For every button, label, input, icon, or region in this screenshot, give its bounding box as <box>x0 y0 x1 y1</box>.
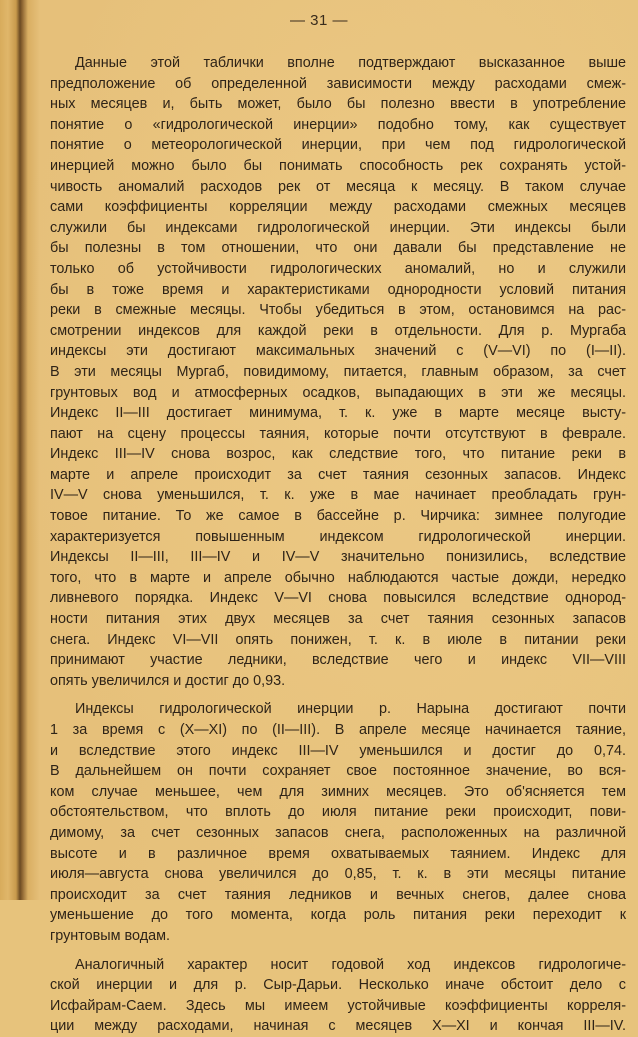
text-line: того, что в марте и апреле обычно наблюдаются частые дожди, нередко <box>50 569 626 586</box>
text-line: высоте и в различное время охватываемых таянием. Индекс для <box>50 845 626 862</box>
paragraph-gap <box>50 947 626 955</box>
text-line: опять увеличился и достиг до 0,93. <box>50 672 286 689</box>
text-line: и вследствие этого индекс III—IV уменьшился и достиг до 0,74. <box>50 742 626 759</box>
text-line: В дальнейшем он почти сохраняет свое постоянное значение, во вся- <box>50 763 626 780</box>
text-line: Индекс II—III достигает минимума, т. к. уже в марте месяце высту- <box>50 405 626 422</box>
text-line: только об устойчивости гидрологических аномалий, но и служили <box>50 260 626 277</box>
paragraph-2 <box>50 699 626 946</box>
text-line: ком случае меньшее, чем для зимних месяцев. Это об'ясняется тем <box>50 783 626 800</box>
text-line: происходит за счет таяния ледников и вечных снегов, далее снова <box>50 886 626 903</box>
text-line: IV—V снова уменьшился, т. к. уже в мае начинает преобладать грун- <box>50 487 626 504</box>
text-line: смотрении индексов для каждой реки в отдельности. Для р. Мургаба <box>50 322 626 339</box>
text-line: обстоятельством, что вплоть до июля питание реки происходит, пови- <box>50 804 626 821</box>
text-line: чивость аномалий расходов рек от месяца к месяцу. В таком случае <box>50 178 626 195</box>
text-line: индексы эти достигают максимальных значений с (V—VI) по (I—II). <box>50 343 626 360</box>
text-line: ных месяцев и, быть может, было бы полезно ввести в употребление <box>50 96 626 113</box>
text-line: снега. Индекс VI—VII опять понижен, т. к. в июле в питании реки <box>50 631 626 648</box>
text-line: товое питание. То же самое в бассейне р. Чирчика: зимнее полугодие <box>50 508 626 525</box>
paragraph-3 <box>50 955 626 1037</box>
text-line: бы полезны в том отношении, что они давали бы представление не <box>50 240 626 257</box>
text-line: бы в тоже время и характеристиками однородности условий питания <box>50 281 626 298</box>
text-line: Аналогичный характер носит годовой ход индексов гидрологиче- <box>75 956 626 973</box>
text-line: димому, за счет сезонных запасов снега, расположенных на различной <box>50 824 626 841</box>
text-line: понятие о метеорологической инерции, при чем под гидрологической <box>50 137 626 154</box>
text-line: Индексы II—III, III—IV и IV—V значительно понизились, вследствие <box>50 549 626 566</box>
text-line: В эти месяцы Мургаб, повидимому, питается, главным образом, за счет <box>50 363 626 380</box>
paragraph-gap <box>50 691 626 699</box>
text-line: Исфайрам-Саем. Здесь мы имеем устойчивые коэффициенты корреля- <box>50 997 626 1014</box>
text-line: принимают участие ледники, вследствие чего и индекс VII—VIII <box>50 652 626 669</box>
text-line: ности питания этих двух месяцев за счет таяния сезонных запасов <box>50 611 626 628</box>
text-line: понятие о «гидрологической инерции» подобно тому, как существует <box>50 116 626 133</box>
paragraph-1 <box>50 53 626 691</box>
page-number: — 31 — <box>289 12 349 29</box>
text-line: ции между расходами, начиная с месяцев X—XI и кончая III—IV. <box>50 1018 626 1035</box>
text-line: реки в смежные месяцы. Чтобы убедиться в этом, остановимся на рас- <box>50 302 626 319</box>
body-text <box>50 53 626 1037</box>
text-line: сами коэффициенты корреляции между расходами смежных месяцев <box>50 199 626 216</box>
text-line: пают на сцену процессы таяния, которые почти отсутствуют в феврале. <box>50 425 626 442</box>
text-line: служили бы индексами гидрологической инерции. Эти индексы были <box>50 219 626 236</box>
text-line: инерцией можно было бы понимать способность рек сохранять устой- <box>50 157 626 174</box>
text-line: предположение об определенной зависимости между расходами смеж- <box>50 75 626 92</box>
text-line: Индекс III—IV снова возрос, как следствие того, что питание реки в <box>50 446 626 463</box>
text-line: Данные этой таблички вполне подтверждают высказанное выше <box>75 55 626 71</box>
text-line: грунтовым водам. <box>50 927 171 944</box>
text-line: марте и апреле происходит за счет таяния сезонных запасов. Индекс <box>50 466 626 483</box>
text-line: уменьшение до того момента, когда роль питания реки переходит к <box>50 907 626 924</box>
text-line: Индексы гидрологической инерции р. Нарына достигают почти <box>75 701 626 718</box>
text-line: ской инерции и для р. Сыр-Дарьи. Несколько иначе обстоит дело с <box>50 977 626 994</box>
text-line: грунтовых вод и атмосферных осадков, выпадающих в эти же месяцы. <box>50 384 626 401</box>
text-line: июля—августа снова увеличился до 0,85, т. к. в эти месяцы питание <box>50 866 626 883</box>
text-line: 1 за время с (X—XI) по (II—III). В апреле месяце начинается таяние, <box>50 722 626 738</box>
text-line: характеризуется повышенным индексом гидрологической инерции. <box>50 528 626 545</box>
text-line: ливневого порядка. Индекс V—VI снова повысился вследствие однород- <box>50 590 626 607</box>
